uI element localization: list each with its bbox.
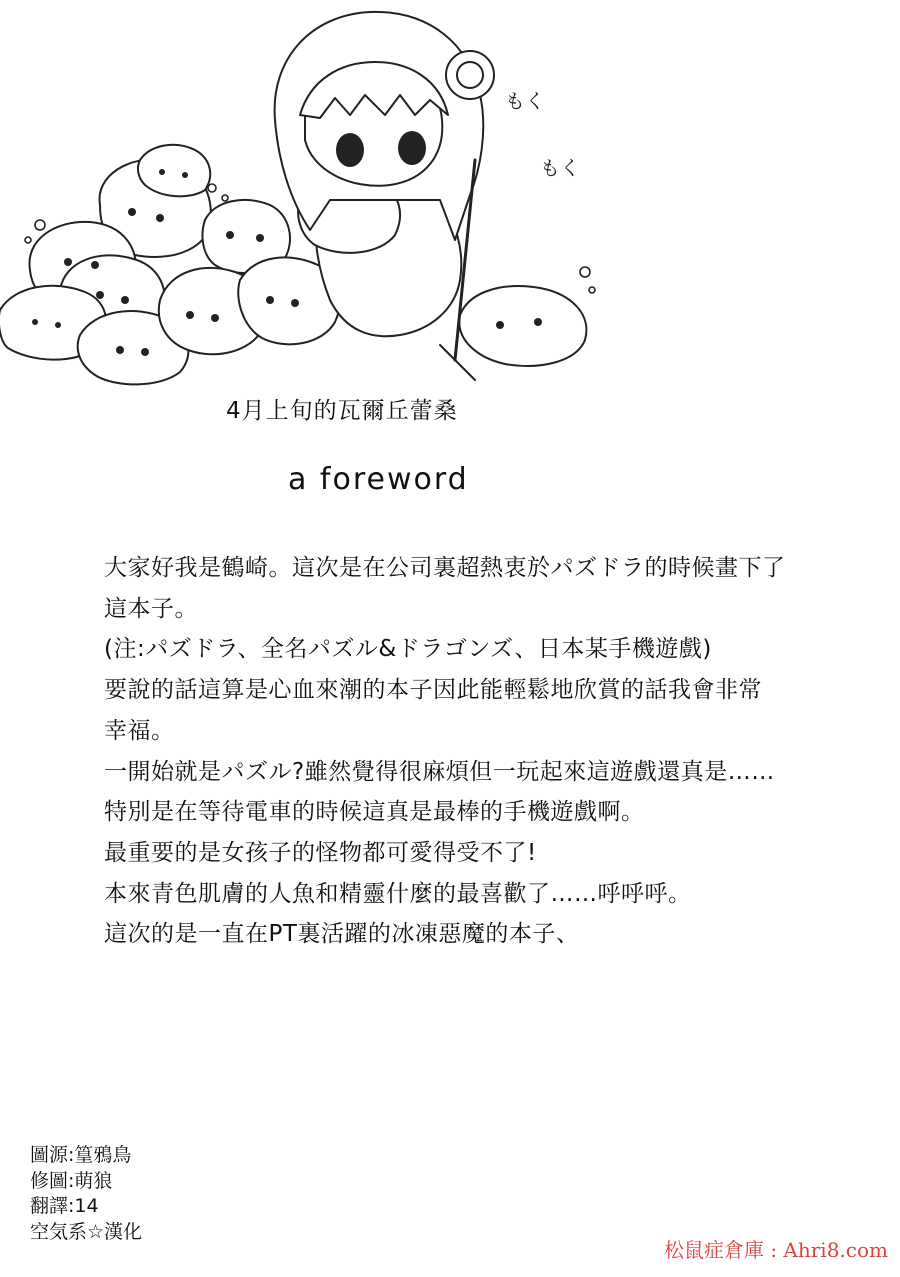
foreword-line: 這次的是一直在PT裏活躍的冰凍惡魔的本子、 [104,921,580,948]
foreword-line: 一開始就是パズル?雖然覺得很麻煩但一玩起來這遊戲還真是…… [104,758,775,785]
foreword-line: 要說的話這算是心血來潮的本子因此能輕鬆地欣賞的話我會非常 [104,677,762,704]
illustration-caption: 4月上旬的瓦爾丘蕾桑 [226,398,458,424]
translation-credits [30,1143,142,1245]
credit-editing: 修圖:萌狼 [30,1169,113,1192]
sfx-moku-2: もく [540,156,580,180]
girl-eye-left [336,133,364,167]
credit-translation: 翻譯:14 [30,1195,99,1217]
credit-source: 圖源:篁鴉鳥 [30,1144,132,1166]
foreword-body [104,548,844,955]
foreword-line: 大家好我是鶴崎。這次是在公司裏超熱衷於パズドラ的時候畫下了 [104,555,786,581]
foreword-line: 特別是在等待電車的時候這真是最棒的手機遊戲啊。 [104,799,645,826]
site-watermark: 松鼠症倉庫 : Ahri8.com [663,1238,888,1262]
chibi-illustration [0,0,640,390]
foreword-title: a foreword [288,462,469,497]
foreword-line: (注:パズドラ、全名パズル&ドラゴンズ、日本某手機遊戲) [104,636,712,663]
sfx-moku-1: もく [505,89,545,113]
slime-blob [459,286,586,366]
foreword-line: 幸福。 [104,717,175,744]
credit-group: 空気系☆漢化 [30,1220,143,1243]
foreword-line: 最重要的是女孩子的怪物都可愛得受不了! [104,839,537,866]
girl-eye-right [398,131,426,165]
foreword-line: 這本子。 [104,595,198,622]
foreword-line: 本來青色肌膚的人魚和精靈什麼的最喜歡了……呼呼呼。 [104,880,692,907]
slime-blob [138,145,210,197]
